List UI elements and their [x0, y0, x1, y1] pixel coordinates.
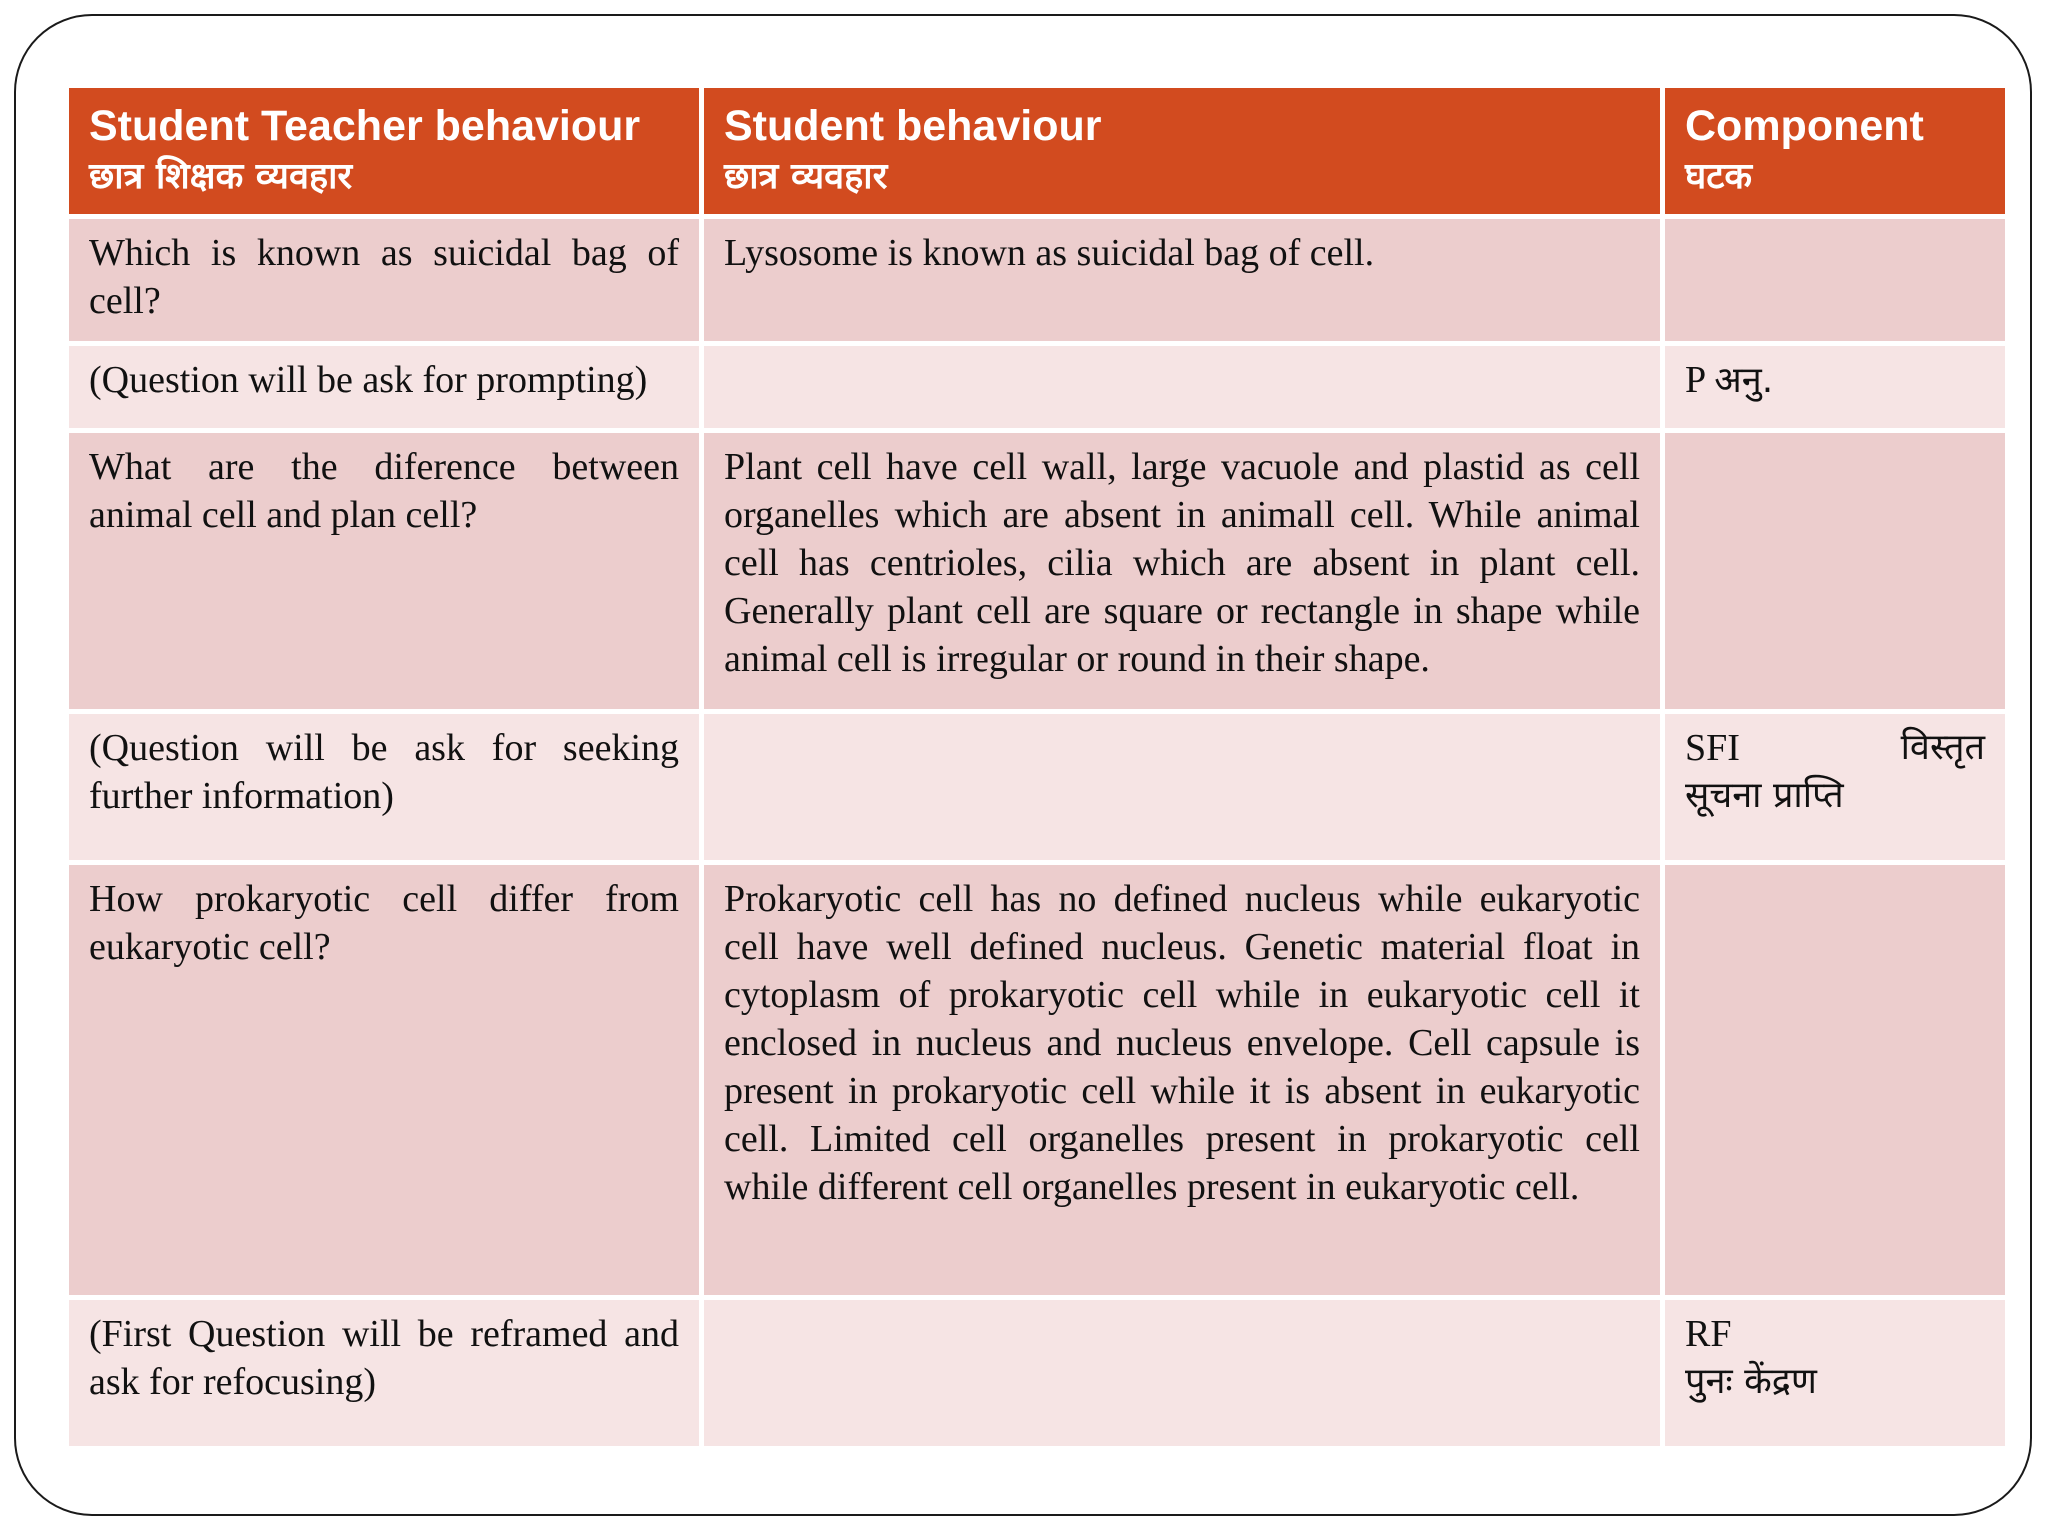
- student-cell: [704, 1300, 1660, 1446]
- header-col3-en: Component: [1685, 102, 1924, 150]
- component-cell: [1665, 865, 2005, 1295]
- header-student-teacher-behaviour: [69, 88, 699, 214]
- component-cell: [1665, 433, 2005, 709]
- component-line-1: [1685, 724, 1985, 772]
- component-code: RF: [1685, 1313, 1732, 1355]
- behaviour-table: [64, 83, 2010, 1451]
- table-row: [69, 1300, 2005, 1446]
- student-cell: [704, 714, 1660, 860]
- header-row: [69, 88, 2005, 214]
- student-cell: [704, 346, 1660, 428]
- table-row: [69, 219, 2005, 341]
- component-cell: [1665, 346, 2005, 428]
- component-code: P: [1685, 359, 1705, 401]
- component-hindi: अनु.: [1714, 360, 1774, 401]
- header-col1-hi: छात्र शिक्षक व्यवहार: [89, 156, 353, 197]
- student-cell: Prokaryotic cell has no defined nucleus while eukaryotic cell have well defined nucleus. Genetic material float in cytoplasm of prokaryotic cell while in eukaryotic cell it enclosed in nucleus and nucleus envelope. Cell capsule is present in prokaryotic cell while it is absent in eukaryotic cell. Limited cell organelles present in prokaryotic cell while different cell organelles present in eukaryotic cell.: [704, 865, 1660, 1295]
- teacher-cell: (Question will be ask for seeking further information): [69, 714, 699, 860]
- header-col3-hi: घटक: [1685, 156, 1753, 197]
- component-code: SFI: [1685, 727, 1740, 769]
- table-row: [69, 433, 2005, 709]
- component-cell: [1665, 714, 2005, 860]
- component-cell: [1665, 219, 2005, 341]
- teacher-cell: (Question will be ask for prompting): [69, 346, 699, 428]
- component-hindi: विस्तृत: [1900, 727, 1985, 768]
- component-cell: [1665, 1300, 2005, 1446]
- teacher-cell: How prokaryotic cell differ from eukaryotic cell?: [69, 865, 699, 1295]
- header-student-behaviour: [704, 88, 1660, 214]
- table-row: [69, 346, 2005, 428]
- student-cell: Plant cell have cell wall, large vacuole and plastid as cell organelles which are absent in animall cell. While animal cell has centrioles, cilia which are absent in plant cell. Generally plant cell are square or rectangle in shape while animal cell is irregular or round in their shape.: [704, 433, 1660, 709]
- teacher-cell: (First Question will be reframed and ask for refocusing): [69, 1300, 699, 1446]
- header-component: [1665, 88, 2005, 214]
- table-row: [69, 714, 2005, 860]
- header-col1-en: Student Teacher behaviour: [89, 102, 641, 150]
- teacher-cell: Which is known as suicidal bag of cell?: [69, 219, 699, 341]
- teacher-cell: What are the diference between animal cell and plan cell?: [69, 433, 699, 709]
- component-hindi: पुनः केंद्रण: [1685, 1361, 1817, 1402]
- header-col2-hi: छात्र व्यवहार: [724, 156, 888, 197]
- student-cell: Lysosome is known as suicidal bag of cell.: [704, 219, 1660, 341]
- header-col2-en: Student behaviour: [724, 102, 1102, 150]
- table-row: [69, 865, 2005, 1295]
- component-hindi-line-2: सूचना प्राप्ति: [1685, 775, 1844, 816]
